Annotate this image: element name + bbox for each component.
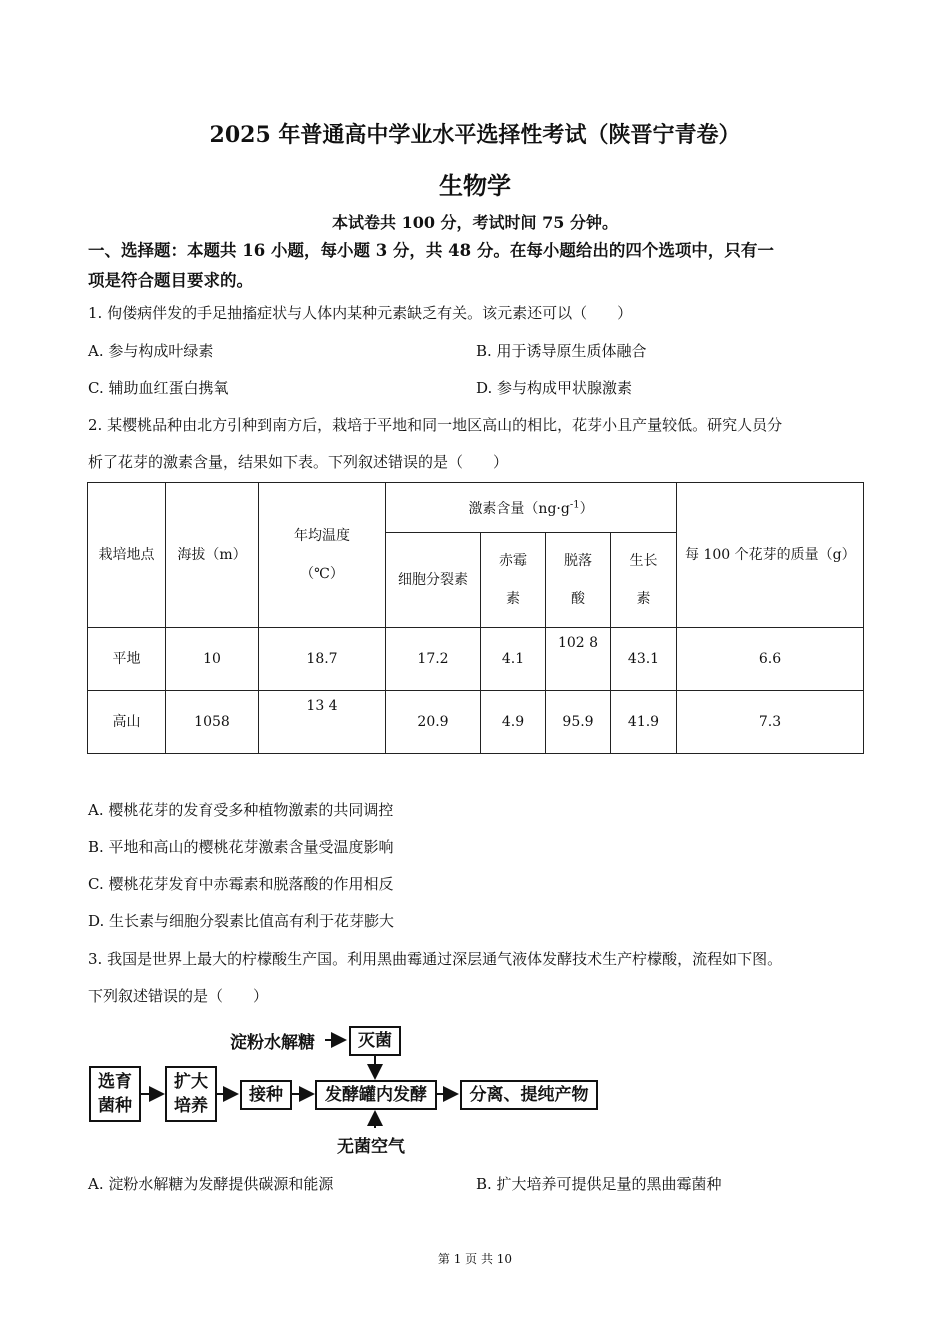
q3-stem-line2: 下列叙述错误的是（ ）	[88, 987, 269, 1005]
flow-select-line2: 菌种	[98, 1096, 132, 1116]
header-site: 栽培地点	[88, 483, 166, 628]
subject-title: 生物学	[439, 171, 511, 200]
q2-stem-line2: 析了花芽的激素含量，结果如下表。下列叙述错误的是（ ）	[88, 453, 509, 471]
cell-auxin: 41.9	[611, 691, 677, 754]
header-mass: 每 100 个花芽的质量（g）	[677, 483, 864, 628]
flow-inoculate-box: 接种	[240, 1080, 292, 1110]
cell-mass: 7.3	[677, 691, 864, 754]
cell-mass: 6.6	[677, 628, 864, 691]
flow-sterile-air: 无菌空气	[337, 1137, 405, 1157]
q3-stem-line1: 3. 我国是世界上最大的柠檬酸生产国。利用黑曲霉通过深层通气液体发酵技术生产柠檬酸，流程如下图。	[88, 950, 783, 968]
page-footer: 第 1 页 共 10	[437, 1252, 513, 1266]
q2-option-a: A. 樱桃花芽的发育受多种植物激素的共同调控	[88, 801, 394, 819]
table-row	[88, 628, 864, 691]
cell-temperature: 13 4	[259, 691, 386, 754]
cell-altitude: 10	[166, 628, 259, 691]
q2-option-b: B. 平地和高山的樱桃花芽激素含量受温度影响	[88, 838, 394, 856]
header-abscisic-acid: 脱落酸	[546, 533, 611, 628]
exam-title: 2025 年普通高中学业水平选择性考试（陕晋宁青卷）	[209, 122, 741, 148]
q1-option-a: A. 参与构成叶绿素	[88, 342, 214, 360]
flow-expand-culture-box	[165, 1066, 217, 1122]
cell-cytokinin: 17.2	[386, 628, 481, 691]
q3-option-a: A. 淀粉水解糖为发酵提供碳源和能源	[88, 1175, 334, 1193]
q2-option-d: D. 生长素与细胞分裂素比值高有利于花芽膨大	[88, 912, 395, 930]
process-flow-diagram	[85, 1020, 605, 1160]
header-temperature: 年均温度（℃）	[259, 483, 386, 628]
q3-option-b: B. 扩大培养可提供足量的黑曲霉菌种	[476, 1175, 722, 1193]
cell-abscisic-acid: 102 8	[546, 628, 611, 691]
section-heading-line2: 项是符合题目要求的。	[88, 271, 253, 290]
flow-expand-line2: 培养	[174, 1096, 208, 1116]
flow-starch-sugar: 淀粉水解糖	[230, 1033, 315, 1053]
hormone-table	[87, 482, 864, 754]
cell-site: 平地	[88, 628, 166, 691]
header-cytokinin: 细胞分裂素	[386, 533, 481, 628]
header-auxin: 生长素	[611, 533, 677, 628]
q2-stem-line1: 2. 某樱桃品种由北方引种到南方后，栽培于平地和同一地区高山的相比，花芽小且产量较低。研究人员分	[88, 416, 783, 434]
header-gibberellin: 赤霉素	[481, 533, 546, 628]
flow-select-strain-box	[89, 1066, 141, 1122]
cell-temperature: 18.7	[259, 628, 386, 691]
cell-gibberellin: 4.9	[481, 691, 546, 754]
exam-note: 本试卷共 100 分，考试时间 75 分钟。	[332, 213, 618, 232]
q1-option-b: B. 用于诱导原生质体融合	[476, 342, 647, 360]
q1-option-d: D. 参与构成甲状腺激素	[476, 379, 633, 397]
q2-option-c: C. 樱桃花芽发育中赤霉素和脱落酸的作用相反	[88, 875, 394, 893]
cell-auxin: 43.1	[611, 628, 677, 691]
cell-site: 高山	[88, 691, 166, 754]
flow-separate-box: 分离、提纯产物	[460, 1080, 598, 1110]
q1-option-c: C. 辅助血红蛋白携氧	[88, 379, 229, 397]
section-heading	[88, 236, 868, 296]
flow-select-line1: 选育	[98, 1072, 132, 1092]
header-altitude: 海拔（m）	[166, 483, 259, 628]
flow-ferment-box: 发酵罐内发酵	[315, 1080, 437, 1110]
cell-cytokinin: 20.9	[386, 691, 481, 754]
table-row	[88, 691, 864, 754]
cell-altitude: 1058	[166, 691, 259, 754]
flow-sterilize-box: 灭菌	[349, 1026, 401, 1056]
q1-stem: 1. 佝偻病伴发的手足抽搐症状与人体内某种元素缺乏有关。该元素还可以（ ）	[88, 304, 633, 322]
cell-gibberellin: 4.1	[481, 628, 546, 691]
flow-expand-line1: 扩大	[174, 1072, 208, 1092]
header-hormone: 激素含量$(ng\cdot g^{-1})$	[386, 483, 677, 533]
section-heading-line1: 一、选择题：本题共 16 小题，每小题 3 分，共 48 分。在每小题给出的四个选项中，只有一	[88, 241, 774, 260]
cell-abscisic-acid: 95.9	[546, 691, 611, 754]
